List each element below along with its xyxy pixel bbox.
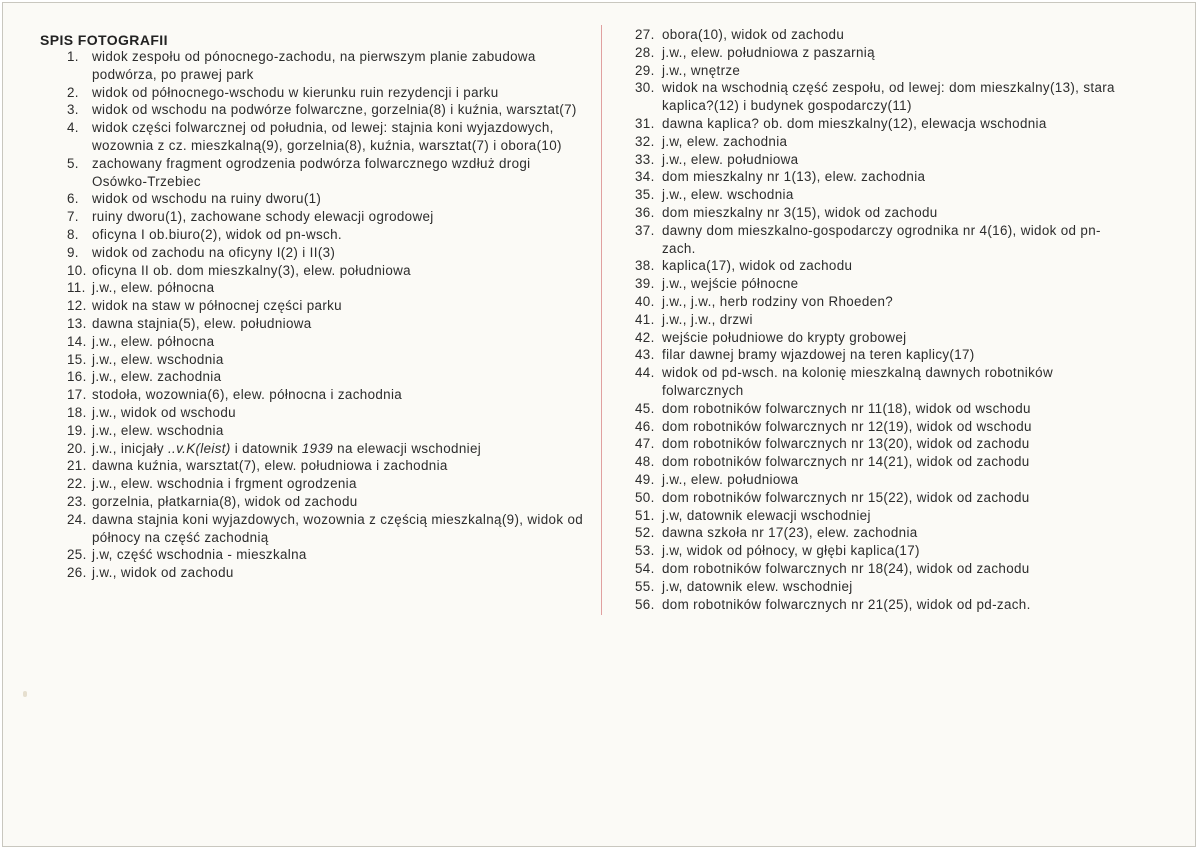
item-text: dom robotników folwarcznych nr 15(22), widok od zachodu: [662, 489, 1030, 505]
item-number: 12.: [67, 298, 87, 314]
list-item: [67, 262, 597, 280]
item-text: j.w., wejście północne: [662, 276, 799, 292]
list-item: [635, 507, 1155, 525]
item-text: dom robotników folwarcznych nr 18(24), widok od zachodu: [662, 560, 1030, 576]
list-item: [67, 564, 597, 582]
item-number: 5.: [67, 155, 79, 171]
item-number: 54.: [635, 560, 655, 576]
item-text: j.w., wnętrze: [662, 62, 741, 78]
list-item: [635, 560, 1155, 578]
item-number: 14.: [67, 333, 87, 349]
item-number: 29.: [635, 62, 655, 78]
item-text: dom robotników folwarcznych nr 14(21), widok od zachodu: [662, 454, 1030, 470]
item-text: widok części folwarcznej od południa, od lewej: stajnia koni wyjazdowych, wozownia z cz. mieszkalną(9), gorzelnia(8), kuźnia, warsztat(7) i obora(10): [92, 120, 562, 153]
list-item: [635, 329, 1155, 347]
item-number: 43.: [635, 347, 655, 363]
item-text: j.w., elew. północna: [92, 280, 215, 296]
item-text: j.w., widok od zachodu: [92, 565, 234, 581]
list-item: [635, 542, 1155, 560]
list-item: [67, 546, 597, 564]
item-text: widok od wschodu na podwórze folwarczne, gorzelnia(8) i kuźnia, warsztat(7): [92, 102, 577, 118]
photo-list-right: [635, 26, 1155, 613]
item-text: oficyna I ob.biuro(2), widok od pn-wsch.: [92, 226, 342, 242]
item-number: 18.: [67, 404, 87, 420]
item-text: wejście południowe do krypty grobowej: [662, 329, 907, 345]
list-item: [67, 190, 597, 208]
list-item: [635, 453, 1155, 471]
item-number: 42.: [635, 329, 655, 345]
column-divider: [601, 25, 602, 615]
list-item: [67, 511, 597, 547]
list-item: [635, 364, 1155, 400]
item-text: widok od pd-wsch. na kolonię mieszkalną dawnych robotników folwarcznych: [662, 365, 1053, 398]
item-number: 16.: [67, 369, 87, 385]
item-number: 32.: [635, 133, 655, 149]
list-item: [67, 475, 597, 493]
item-text: j.w, datownik elewacji wschodniej: [662, 507, 871, 523]
list-item: [67, 297, 597, 315]
item-text: j.w, elew. zachodnia: [662, 133, 788, 149]
item-number: 26.: [67, 565, 87, 581]
item-number: 20.: [67, 440, 87, 456]
list-item: [67, 315, 597, 333]
item-text: obora(10), widok od zachodu: [662, 27, 845, 42]
photo-list-left: [67, 48, 597, 582]
item-text-italic-year: 1939: [301, 440, 334, 456]
list-item: [635, 168, 1155, 186]
list-item: [635, 115, 1155, 133]
list-item: [635, 133, 1155, 151]
item-number: 55.: [635, 578, 655, 594]
list-item: [635, 346, 1155, 364]
item-number: 9.: [67, 244, 79, 260]
item-number: 15.: [67, 351, 87, 367]
item-text: dawny dom mieszkalno-gospodarczy ogrodnika nr 4(16), widok od pn-zach.: [662, 222, 1101, 256]
item-number: 24.: [67, 511, 87, 527]
list-item: [67, 279, 597, 297]
item-text: stodoła, wozownia(6), elew. północna i zachodnia: [92, 387, 403, 403]
list-item: [635, 596, 1155, 614]
list-item: [635, 418, 1155, 436]
item-text: j.w., elew. wschodnia: [92, 422, 224, 438]
list-item: [635, 400, 1155, 418]
item-number: 19.: [67, 422, 87, 438]
list-item: [67, 208, 597, 226]
item-number: 56.: [635, 596, 655, 612]
item-text: widok od wschodu na ruiny dworu(1): [92, 191, 322, 207]
item-text: ruiny dworu(1), zachowane schody elewacji ogrodowej: [92, 209, 434, 225]
item-number: 49.: [635, 471, 655, 487]
item-number: 50.: [635, 489, 655, 505]
item-number: 51.: [635, 507, 655, 523]
item-number: 11.: [67, 280, 86, 296]
item-number: 46.: [635, 418, 655, 434]
list-item: [67, 226, 597, 244]
list-item: [67, 244, 597, 262]
list-item: [635, 311, 1155, 329]
item-text: j.w., elew. południowa: [662, 151, 799, 167]
item-number: 17.: [67, 387, 87, 403]
item-number: 1.: [67, 49, 79, 64]
item-number: 28.: [635, 44, 655, 60]
page-title: SPIS FOTOGRAFII: [40, 32, 168, 48]
list-item: [67, 440, 597, 458]
list-item: [67, 119, 597, 155]
item-number: 44.: [635, 365, 655, 381]
item-number: 7.: [67, 209, 79, 225]
list-item: [635, 578, 1155, 596]
item-text: j.w., widok od wschodu: [92, 404, 236, 420]
list-item: [635, 275, 1155, 293]
item-number: 22.: [67, 476, 87, 492]
item-text: widok na staw w północnej części parku: [92, 298, 342, 314]
list-item: [635, 222, 1155, 258]
item-number: 8.: [67, 226, 79, 242]
item-text: dom robotników folwarcznych nr 13(20), widok od zachodu: [662, 436, 1030, 452]
item-text: j.w., elew. południowa: [662, 471, 799, 487]
item-number: 10.: [67, 262, 87, 278]
list-item: [67, 333, 597, 351]
item-text: j.w, datownik elew. wschodniej: [662, 578, 853, 594]
item-text: dawna szkoła nr 17(23), elew. zachodnia: [662, 525, 918, 541]
item-number: 53.: [635, 543, 655, 559]
item-number: 35.: [635, 187, 655, 203]
item-text: j.w., elew. wschodnia: [662, 187, 794, 203]
item-text: gorzelnia, płatkarnia(8), widok od zachodu: [92, 493, 358, 509]
item-text: dom robotników folwarcznych nr 21(25), widok od pd-zach.: [662, 596, 1031, 612]
list-item: [67, 351, 597, 369]
item-text: [92, 440, 597, 458]
item-number: 6.: [67, 191, 79, 207]
item-number: 30.: [635, 80, 655, 96]
item-text: widok zespołu od pónocnego-zachodu, na pierwszym planie zabudowa podwórza, po prawej park: [92, 49, 536, 82]
list-item: [635, 471, 1155, 489]
list-item: [67, 457, 597, 475]
list-item: [67, 84, 597, 102]
item-number: 37.: [635, 222, 655, 238]
item-text-italic-initials: ..v.K(leist): [167, 440, 231, 456]
list-item: [67, 386, 597, 404]
item-number: 48.: [635, 454, 655, 470]
item-text: oficyna II ob. dom mieszkalny(3), elew. południowa: [92, 262, 411, 278]
item-number: 36.: [635, 204, 655, 220]
list-item: [67, 101, 597, 119]
list-item: [67, 155, 597, 191]
item-text: dawna kuźnia, warsztat(7), elew. południowa i zachodnia: [92, 458, 448, 474]
item-text: j.w., j.w., herb rodziny von Rhoeden?: [662, 293, 894, 309]
item-text: j.w, część wschodnia - mieszkalna: [92, 547, 307, 563]
item-number: 3.: [67, 102, 79, 118]
item-number: 40.: [635, 293, 655, 309]
document-page: [2, 2, 1196, 847]
list-item: [635, 204, 1155, 222]
item-text: j.w., elew. północna: [92, 333, 215, 349]
list-item: [635, 151, 1155, 169]
list-item: [635, 79, 1155, 115]
item-text: widok na wschodnią część zespołu, od lewej: dom mieszkalny(13), stara kaplica?(12) i budynek gospodarczy(11): [662, 80, 1115, 114]
item-number: 41.: [635, 311, 655, 327]
list-item: [67, 368, 597, 386]
list-item: [635, 257, 1155, 275]
item-number: 27.: [635, 27, 655, 42]
list-item: [635, 524, 1155, 542]
item-number: 25.: [67, 547, 87, 563]
item-text: dom robotników folwarcznych nr 12(19), widok od wschodu: [662, 418, 1032, 434]
item-text: dawna kaplica? ob. dom mieszkalny(12), elewacja wschodnia: [662, 115, 1047, 131]
item-number: 31.: [635, 115, 655, 131]
item-text: widok od północnego-wschodu w kierunku ruin rezydencji i parku: [92, 84, 499, 100]
list-item: [635, 62, 1155, 80]
list-item: [67, 48, 597, 84]
list-item: [67, 422, 597, 440]
item-text: widok od zachodu na oficyny I(2) i II(3): [92, 244, 336, 260]
item-text: j.w., elew. wschodnia: [92, 351, 224, 367]
item-number: 13.: [67, 315, 87, 331]
item-text: j.w., elew. wschodnia i frgment ogrodzenia: [92, 476, 357, 492]
item-number: 38.: [635, 258, 655, 274]
item-number: 34.: [635, 169, 655, 185]
item-number: 45.: [635, 400, 655, 416]
item-text: j.w., elew. zachodnia: [92, 369, 222, 385]
list-item: [635, 44, 1155, 62]
item-text: zachowany fragment ogrodzenia podwórza folwarcznego wzdłuż drogi Osówko-Trzebiec: [92, 155, 531, 189]
item-text: j.w., j.w., drzwi: [662, 311, 753, 327]
item-text: filar dawnej bramy wjazdowej na teren kaplicy(17): [662, 347, 975, 363]
item-text: dom mieszkalny nr 3(15), widok od zachodu: [662, 204, 938, 220]
item-text: dom mieszkalny nr 1(13), elew. zachodnia: [662, 169, 926, 185]
item-number: 21.: [67, 458, 87, 474]
list-item: [67, 493, 597, 511]
list-item: [635, 26, 1155, 44]
item-number: 4.: [67, 120, 79, 136]
item-number: 52.: [635, 525, 655, 541]
list-item: [635, 489, 1155, 507]
list-item: [67, 404, 597, 422]
list-item: [635, 186, 1155, 204]
item-number: 39.: [635, 276, 655, 292]
item-text: dawna stajnia(5), elew. południowa: [92, 315, 312, 331]
item-text-part: j.w., inicjały: [92, 440, 168, 456]
item-number: 23.: [67, 493, 87, 509]
item-text: dawna stajnia koni wyjazdowych, wozownia z częścią mieszkalną(9), widok od północy na część zachodnią: [92, 511, 584, 545]
item-text: dom robotników folwarcznych nr 11(18), widok od wschodu: [662, 400, 1031, 416]
item-text-part: na elewacji wschodniej: [333, 440, 482, 456]
item-text: j.w., elew. południowa z paszarnią: [662, 44, 875, 60]
item-text: kaplica(17), widok od zachodu: [662, 258, 853, 274]
item-text: j.w, widok od północy, w głębi kaplica(17): [662, 543, 920, 559]
item-number: 33.: [635, 151, 655, 167]
item-number: 2.: [67, 84, 79, 100]
item-number: 47.: [635, 436, 655, 452]
item-text-part: i datownik: [230, 440, 302, 456]
list-item: [635, 293, 1155, 311]
list-item: [635, 435, 1155, 453]
paper-blemish: [23, 691, 27, 697]
